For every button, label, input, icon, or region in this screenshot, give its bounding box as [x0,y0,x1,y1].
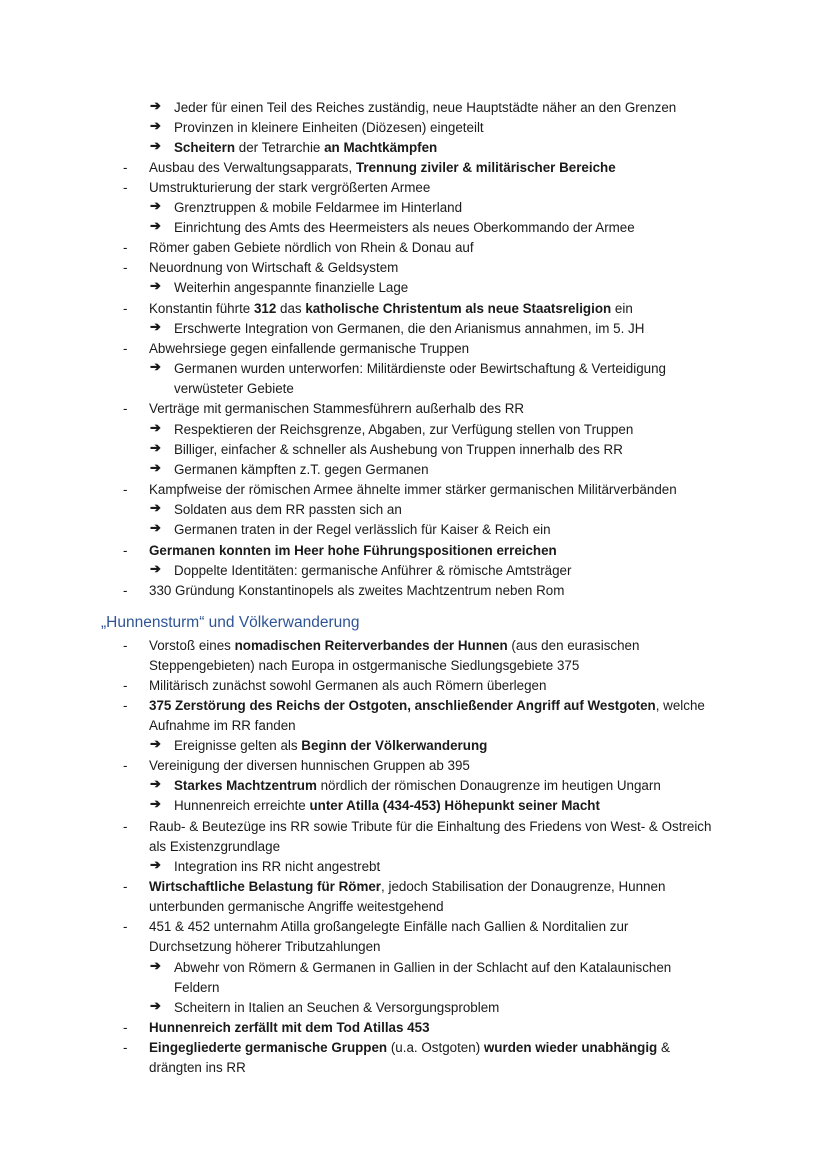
arrow-icon: ➔ [150,359,161,374]
arrow-icon: ➔ [150,796,161,811]
dash-bullet: - [123,260,128,275]
bullet: Militärisch zunächst sowohl Germanen als auch Römern überlegen [149,678,547,693]
sub-bullet-continuation: verwüsteter Gebiete [174,381,294,396]
bullet: Germanen konnten im Heer hohe Führungspositionen erreichen [149,543,557,558]
arrow-icon: ➔ [150,460,161,475]
dash-bullet: - [123,879,128,894]
arrow-icon: ➔ [150,857,161,872]
sub-bullet: Billiger, einfacher & schneller als Aushebung von Truppen innerhalb des RR [174,442,623,457]
dash-bullet: - [123,638,128,653]
sub-bullet: Respektieren der Reichsgrenze, Abgaben, zur Verfügung stellen von Truppen [174,422,634,437]
arrow-icon: ➔ [150,98,161,113]
arrow-icon: ➔ [150,278,161,293]
sub-bullet-continuation: Feldern [174,980,220,995]
sub-bullet: Scheitern der Tetrarchie an Machtkämpfen [174,140,438,155]
arrow-icon: ➔ [150,500,161,515]
bullet-continuation: unterbunden germanische Angriffe weitestgehend [149,899,444,914]
bullet: Ausbau des Verwaltungsapparats, Trennung ziviler & militärischer Bereiche [149,160,616,175]
bullet: Umstrukturierung der stark vergrößerten Armee [149,180,431,195]
sub-bullet: Scheitern in Italien an Seuchen & Versorgungsproblem [174,1000,500,1015]
bullet-continuation: Durchsetzung höherer Tributzahlungen [149,939,381,954]
bullet: Raub- & Beutezüge ins RR sowie Tribute für die Einhaltung des Friedens von West- & Ostreich [149,819,712,834]
sub-bullet: Starkes Machtzentrum nördlich der römischen Donaugrenze im heutigen Ungarn [174,778,661,793]
dash-bullet: - [123,819,128,834]
sub-bullet: Integration ins RR nicht angestrebt [174,859,381,874]
arrow-icon: ➔ [150,736,161,751]
arrow-icon: ➔ [150,218,161,233]
bullet: Eingegliederte germanische Gruppen (u.a. Ostgoten) wurden wieder unabhängig & [149,1040,670,1055]
dash-bullet: - [123,160,128,175]
sub-bullet: Provinzen in kleinere Einheiten (Diözesen) eingeteilt [174,120,484,135]
arrow-icon: ➔ [150,198,161,213]
bullet: Vorstoß eines nomadischen Reiterverbandes der Hunnen (aus den eurasischen [149,638,640,653]
dash-bullet: - [123,1040,128,1055]
dash-bullet: - [123,1020,128,1035]
sub-bullet: Germanen kämpften z.T. gegen Germanen [174,462,429,477]
sub-bullet: Einrichtung des Amts des Heermeisters als neues Oberkommando der Armee [174,220,635,235]
dash-bullet: - [123,678,128,693]
sub-bullet: Soldaten aus dem RR passten sich an [174,502,402,517]
arrow-icon: ➔ [150,118,161,133]
bullet: Wirtschaftliche Belastung für Römer, jedoch Stabilisation der Donaugrenze, Hunnen [149,879,666,894]
bullet-continuation: als Existenzgrundlage [149,839,281,854]
bullet-continuation: drängten ins RR [149,1060,246,1075]
bullet: 375 Zerstörung des Reichs der Ostgoten, anschließender Angriff auf Westgoten, welche [149,698,705,713]
dash-bullet: - [123,180,128,195]
section-heading: „Hunnensturm“ und Völkerwanderung [101,614,360,631]
arrow-icon: ➔ [150,138,161,153]
bullet: Verträge mit germanischen Stammesführern außerhalb des RR [149,401,525,416]
bullet: Neuordnung von Wirtschaft & Geldsystem [149,260,399,275]
dash-bullet: - [123,583,128,598]
bullet: Kampfweise der römischen Armee ähnelte immer stärker germanischen Militärverbänden [149,482,677,497]
bullet-continuation: Aufnahme im RR fanden [149,718,296,733]
sub-bullet: Grenztruppen & mobile Feldarmee im Hinterland [174,200,463,215]
arrow-icon: ➔ [150,420,161,435]
arrow-icon: ➔ [150,440,161,455]
sub-bullet: Germanen traten in der Regel verlässlich für Kaiser & Reich ein [174,522,551,537]
sub-bullet: Abwehr von Römern & Germanen in Gallien in der Schlacht auf den Katalaunischen [174,960,672,975]
dash-bullet: - [123,482,128,497]
dash-bullet: - [123,698,128,713]
arrow-icon: ➔ [150,776,161,791]
dash-bullet: - [123,919,128,934]
dash-bullet: - [123,301,128,316]
sub-bullet: Germanen wurden unterworfen: Militärdienste oder Bewirtschaftung & Verteidigung [174,361,667,376]
bullet: 451 & 452 unternahm Atilla großangelegte Einfälle nach Gallien & Norditalien zur [149,919,629,934]
sub-bullet: Ereignisse gelten als Beginn der Völkerwanderung [174,738,488,753]
bullet: Vereinigung der diversen hunnischen Gruppen ab 395 [149,758,470,773]
dash-bullet: - [123,240,128,255]
bullet: Konstantin führte 312 das katholische Christentum als neue Staatsreligion ein [149,301,633,316]
sub-bullet: Hunnenreich erreichte unter Atilla (434-453) Höhepunkt seiner Macht [174,798,600,813]
bullet: Römer gaben Gebiete nördlich von Rhein & Donau auf [149,240,474,255]
bullet: Hunnenreich zerfällt mit dem Tod Atillas 453 [149,1020,430,1035]
bullet-continuation: Steppengebieten) nach Europa in ostgermanische Siedlungsgebiete 375 [149,658,580,673]
arrow-icon: ➔ [150,319,161,334]
sub-bullet: Weiterhin angespannte finanzielle Lage [174,280,409,295]
arrow-icon: ➔ [150,561,161,576]
sub-bullet: Doppelte Identitäten: germanische Anführer & römische Amtsträger [174,563,572,578]
dash-bullet: - [123,758,128,773]
bullet: 330 Gründung Konstantinopels als zweites Machtzentrum neben Rom [149,583,565,598]
sub-bullet: Jeder für einen Teil des Reiches zuständig, neue Hauptstädte näher an den Grenzen [174,100,677,115]
sub-bullet: Erschwerte Integration von Germanen, die den Arianismus annahmen, im 5. JH [174,321,645,336]
dash-bullet: - [123,341,128,356]
dash-bullet: - [123,401,128,416]
dash-bullet: - [123,543,128,558]
arrow-icon: ➔ [150,520,161,535]
arrow-icon: ➔ [150,958,161,973]
bullet: Abwehrsiege gegen einfallende germanische Truppen [149,341,470,356]
arrow-icon: ➔ [150,998,161,1013]
